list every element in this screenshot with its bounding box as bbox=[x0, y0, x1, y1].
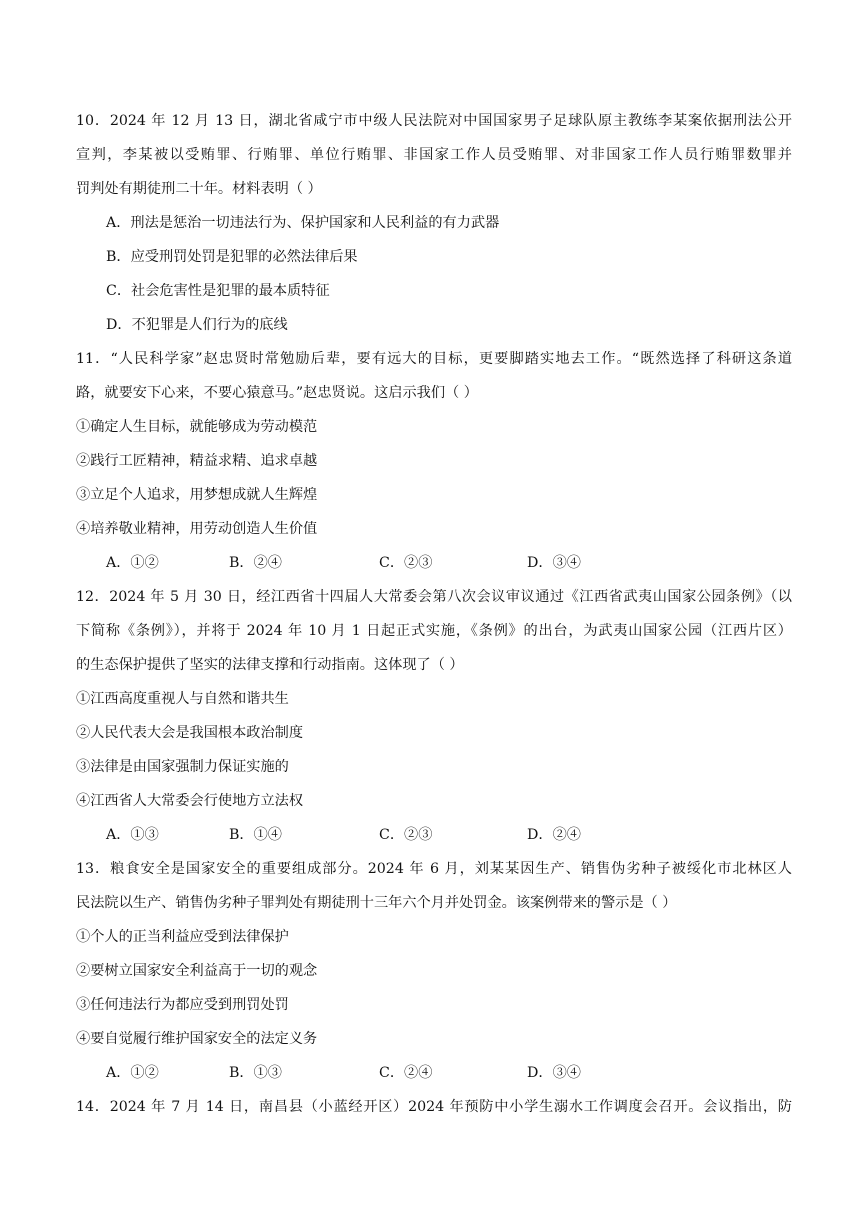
question-11-statement-2: ②践行工匠精神，精益求精、追求卓越 bbox=[76, 453, 318, 469]
question-11-option-d: D．③④ bbox=[527, 555, 581, 571]
question-10-stem-line-1: 10．2024 年 12 月 13 日，湖北省咸宁市中级人民法院对中国国家男子足球队原主教练李某案依据刑法公开 bbox=[76, 113, 792, 129]
question-11-option-c: C．②③ bbox=[379, 555, 433, 571]
question-13-statement-2: ②要树立国家安全利益高于一切的观念 bbox=[76, 963, 318, 979]
question-13-option-a: A．①② bbox=[106, 1065, 159, 1081]
question-13-option-d: D．③④ bbox=[527, 1065, 581, 1081]
question-10-stem-line-3: 罚判处有期徒刑二十年。材料表明（ ） bbox=[76, 181, 322, 197]
question-12-option-c: C．②③ bbox=[379, 827, 433, 843]
question-11-statement-4: ④培养敬业精神，用劳动创造人生价值 bbox=[76, 521, 318, 537]
question-11-statement-1: ①确定人生目标，就能够成为劳动模范 bbox=[76, 419, 318, 435]
question-13-statement-1: ①个人的正当利益应受到法律保护 bbox=[76, 929, 289, 945]
question-12-option-b: B．①④ bbox=[229, 827, 282, 843]
question-12-statement-1: ①江西高度重视人与自然和谐共生 bbox=[76, 691, 289, 707]
question-12-stem-line-3: 的生态保护提供了坚实的法律支撑和行动指南。这体现了（ ） bbox=[76, 657, 464, 673]
question-12-statement-4: ④江西省人大常委会行使地方立法权 bbox=[76, 793, 304, 809]
question-10-option-d: D．不犯罪是人们行为的底线 bbox=[106, 317, 288, 333]
question-13-statement-4: ④要自觉履行维护国家安全的法定义务 bbox=[76, 1031, 318, 1047]
question-13-statement-3: ③任何违法行为都应受到刑罚处罚 bbox=[76, 997, 289, 1013]
question-11-statement-3: ③立足个人追求，用梦想成就人生辉煌 bbox=[76, 487, 318, 503]
question-12-option-d: D．②④ bbox=[527, 827, 581, 843]
question-10-option-b: B．应受刑罚处罚是犯罪的必然法律后果 bbox=[106, 249, 358, 265]
question-13-stem-line-1: 13．粮食安全是国家安全的重要组成部分。2024 年 6 月，刘某某因生产、销售伪劣种子被绥化市北林区人 bbox=[76, 861, 792, 877]
question-12-stem-line-2: 下简称《条例》），并将于 2024 年 10 月 1 日起正式实施，《条例》的出台，为武夷山国家公园（江西片区） bbox=[76, 623, 792, 639]
question-11-stem-line-1: 11．“人民科学家”赵忠贤时常勉励后辈，要有远大的目标，更要脚踏实地去工作。“既然选择了科研这条道 bbox=[76, 351, 792, 367]
question-10-stem-line-2: 宣判，李某被以受贿罪、行贿罪、单位行贿罪、非国家工作人员受贿罪、对非国家工作人员行贿罪数罪并 bbox=[76, 147, 792, 163]
question-13-stem-line-2: 民法院以生产、销售伪劣种子罪判处有期徒刑十三年六个月并处罚金。该案例带来的警示是（ ） bbox=[76, 895, 677, 911]
question-10-option-c: C．社会危害性是犯罪的最本质特征 bbox=[106, 283, 330, 299]
question-13-option-c: C．②④ bbox=[379, 1065, 433, 1081]
question-10-option-a: A．刑法是惩治一切违法行为、保护国家和人民利益的有力武器 bbox=[106, 215, 500, 231]
question-12-stem-line-1: 12．2024 年 5 月 30 日，经江西省十四届人大常委会第八次会议审议通过《江西省武夷山国家公园条例》（以 bbox=[76, 589, 792, 605]
question-13-option-b: B．①③ bbox=[229, 1065, 282, 1081]
question-12-statement-3: ③法律是由国家强制力保证实施的 bbox=[76, 759, 289, 775]
question-12-statement-2: ②人民代表大会是我国根本政治制度 bbox=[76, 725, 304, 741]
question-11-option-b: B．②④ bbox=[229, 555, 282, 571]
question-11-stem-line-2: 路，就要安下心来，不要心猿意马。”赵忠贤说。这启示我们（ ） bbox=[76, 385, 478, 401]
question-12-option-a: A．①③ bbox=[106, 827, 159, 843]
question-11-option-a: A．①② bbox=[106, 555, 159, 571]
question-14-stem-line-1: 14．2024 年 7 月 14 日，南昌县（小蓝经开区）2024 年预防中小学生溺水工作调度会召开。会议指出，防 bbox=[76, 1099, 792, 1115]
